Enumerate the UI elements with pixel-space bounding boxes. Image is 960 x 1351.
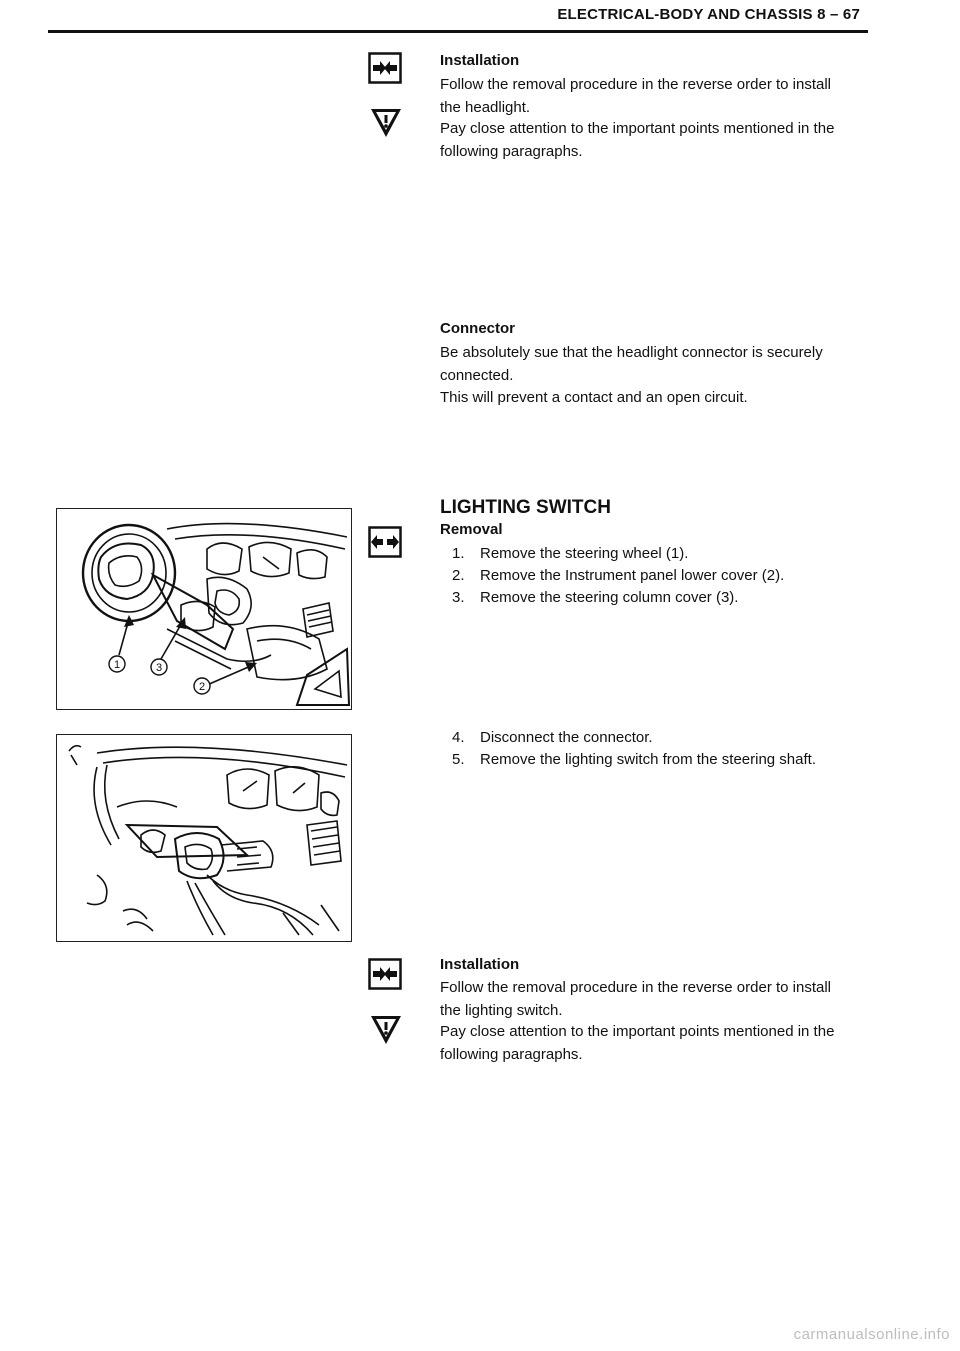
step-text: Remove the lighting switch from the steering shaft.	[480, 751, 816, 768]
installation-heading: Installation	[440, 52, 520, 69]
connector-text	[440, 342, 885, 410]
step-text: Remove the steering column cover (3).	[480, 589, 739, 606]
list-item	[452, 727, 872, 749]
watermark: carmanualsonline.info	[793, 1326, 950, 1343]
step-number: 3.	[452, 589, 465, 606]
removal-steps	[452, 543, 872, 609]
installation-heading: Installation	[440, 956, 520, 973]
step-number: 5.	[452, 751, 465, 768]
step-number: 2.	[452, 567, 465, 584]
text-line: Pay close attention to the important points mentioned in the	[440, 120, 835, 137]
caution-triangle-icon	[370, 1015, 402, 1045]
installation-paragraph-2	[440, 1021, 880, 1066]
text-line: connected.	[440, 366, 514, 384]
step-number: 1.	[452, 545, 465, 562]
install-icon	[368, 52, 402, 84]
step-text: Disconnect the connector.	[480, 729, 653, 746]
text-line: Follow the removal procedure in the reverse order to install	[440, 76, 832, 93]
step-text: Remove the Instrument panel lower cover (2).	[480, 567, 785, 584]
text-line: following paragraphs.	[440, 1045, 583, 1063]
list-item	[452, 565, 872, 587]
removal-heading: Removal	[440, 521, 503, 538]
figure-steering-removal	[56, 508, 352, 710]
list-item	[452, 749, 872, 771]
callout-label: 1	[113, 659, 121, 671]
connector-heading: Connector	[440, 320, 515, 337]
step-number: 4.	[452, 729, 465, 746]
text-line: the headlight.	[440, 98, 531, 116]
callout-label: 3	[155, 662, 163, 674]
figure-steering-removal-drawing	[57, 509, 351, 709]
removal-steps-continued	[452, 727, 872, 771]
removal-icon	[368, 526, 402, 558]
callout-label: 2	[198, 681, 206, 693]
figure-lighting-switch	[56, 734, 352, 942]
figure-lighting-switch-drawing	[57, 735, 351, 941]
text-line: Be absolutely sue that the headlight connector is securely	[440, 344, 823, 361]
text-line: This will prevent a contact and an open circuit.	[440, 389, 748, 406]
text-line: Follow the removal procedure in the reverse order to install	[440, 979, 832, 996]
text-line: Pay close attention to the important points mentioned in the	[440, 1023, 835, 1040]
caution-triangle-icon	[370, 108, 402, 138]
installation-paragraph-1	[440, 977, 880, 1022]
list-item	[452, 587, 872, 609]
step-text: Remove the steering wheel (1).	[480, 545, 689, 562]
list-item	[452, 543, 872, 565]
install-icon	[368, 958, 402, 990]
installation-paragraph-1	[440, 74, 880, 119]
text-line: the lighting switch.	[440, 1001, 563, 1019]
page-header-title: ELECTRICAL-BODY AND CHASSIS 8 – 67	[557, 6, 860, 23]
text-line: following paragraphs.	[440, 142, 583, 160]
section-title: LIGHTING SWITCH	[440, 497, 611, 518]
installation-paragraph-2	[440, 118, 880, 163]
header-rule	[48, 30, 868, 33]
